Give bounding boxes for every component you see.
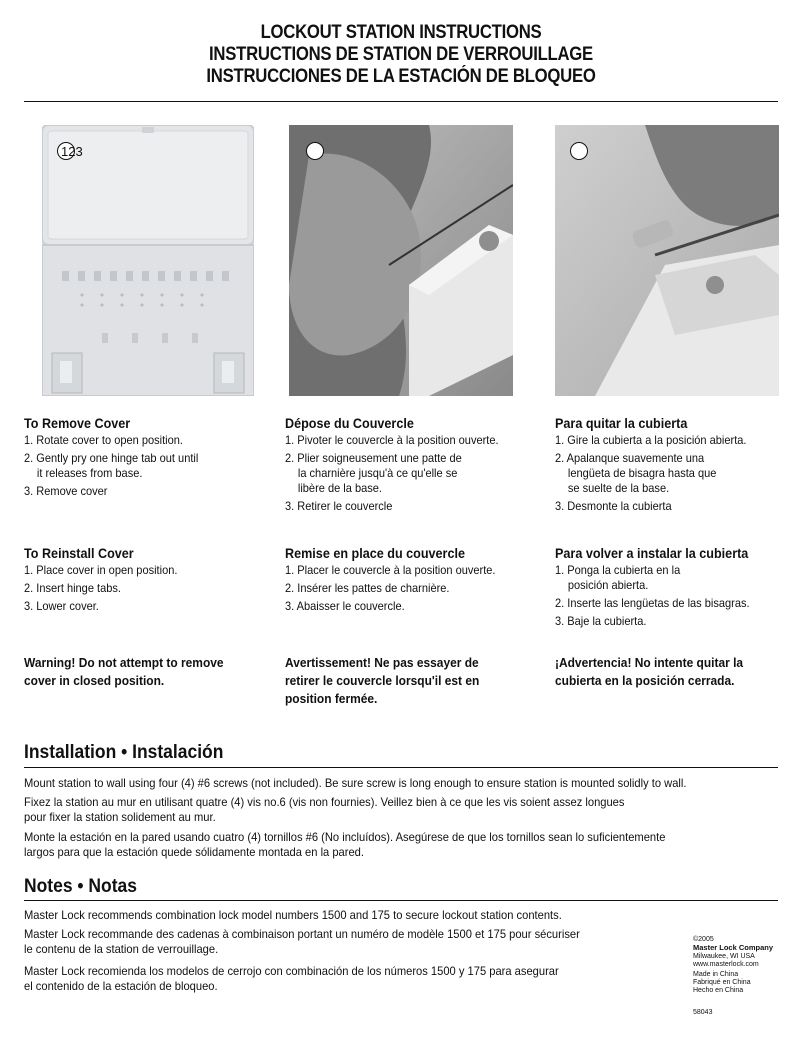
reinstall-step-en: 3. Lower cover. <box>24 599 99 613</box>
notes-rule <box>24 900 778 901</box>
column-french <box>285 414 535 517</box>
remove-step-fr: 3. Retirer le couvercle <box>285 499 393 513</box>
remove-step-es: 3. Desmonte la cubierta <box>555 499 672 513</box>
reinstall-english <box>24 544 274 617</box>
figure-1-station <box>42 125 254 396</box>
remove-step-en: 1. Rotate cover to open position. <box>24 433 183 447</box>
notes-fr: Master Lock recommande des cadenas à combinaison portant un numéro de modèle 1500 et 175 pour sécuriser le contenu de la station de verrouillage. <box>24 927 580 956</box>
reinstall-spanish <box>555 544 802 632</box>
installation-heading: Installation • Instalación <box>24 742 224 763</box>
reinstall-step-en: 2. Insert hinge tabs. <box>24 581 121 595</box>
installation-fr: Fixez la station au mur en utilisant quatre (4) vis no.6 (vis non fournies). Veillez bien à ce que les vis soient assez longues pour fixer la station solidement au mur. <box>24 795 625 824</box>
title-rule <box>24 101 778 102</box>
reinstall-heading-es: Para volver a instalar la cubierta <box>555 545 749 561</box>
reinstall-step-fr: 3. Abaisser le couvercle. <box>285 599 405 613</box>
made-in-fr: Fabriqué en China <box>693 979 751 986</box>
remove-step-en: 2. Gently pry one hinge tab out until it releases from base. <box>24 451 199 480</box>
reinstall-french <box>285 544 535 617</box>
warning-fr: Avertissement! Ne pas essayer de retirer le couvercle lorsqu'il est en position fermée. <box>285 655 480 706</box>
title-english: LOCKOUT STATION INSTRUCTIONS <box>260 22 542 43</box>
reinstall-step-es: 1. Ponga la cubierta en la posición abierta. <box>555 563 681 592</box>
reinstall-step-fr: 1. Placer le couvercle à la position ouverte. <box>285 563 496 577</box>
remove-step-en: 3. Remove cover <box>24 484 108 498</box>
document-title <box>0 22 802 88</box>
figure-2-pry-hinge <box>289 125 513 396</box>
remove-heading-es: Para quitar la cubierta <box>555 415 688 431</box>
warning-es: ¡Advertencia! No intente quitar la cubierta en la posición cerrada. <box>555 655 744 688</box>
reinstall-heading-fr: Remise en place du couvercle <box>285 545 465 561</box>
installation-rule <box>24 767 778 768</box>
figure-3-screwdriver <box>555 125 779 396</box>
copyright: ©2005 <box>693 936 714 943</box>
remove-step-es: 1. Gire la cubierta a la posición abierta. <box>555 433 747 447</box>
remove-heading-en: To Remove Cover <box>24 415 131 431</box>
remove-heading-fr: Dépose du Couvercle <box>285 415 414 431</box>
reinstall-step-es: 2. Inserte las lengüetas de las bisagras. <box>555 596 750 610</box>
step-circle-3 <box>570 142 588 160</box>
company-city: Milwaukee, WI USA <box>693 953 755 960</box>
notes-en: Master Lock recommends combination lock model numbers 1500 and 175 to secure lockout station contents. <box>24 908 562 922</box>
reinstall-step-fr: 2. Insérer les pattes de charnière. <box>285 581 450 595</box>
step-circle-2 <box>306 142 324 160</box>
remove-step-fr: 2. Plier soigneusement une patte de la charnière jusqu'à ce qu'elle se libère de la base. <box>285 451 462 495</box>
made-in-en: Made in China <box>693 971 739 978</box>
company-name: Master Lock Company <box>693 943 774 952</box>
figure-1-label: 123 <box>61 144 83 159</box>
installation-es: Monte la estación en la pared usando cuatro (4) tornillos #6 (No incluídos). Asegúrese de que los tornillos sean lo suficientemente largos para que la estación quede sólidamente montada en la pared. <box>24 830 666 859</box>
remove-step-es: 2. Apalanque suavemente una lengüeta de bisagra hasta que se suelte de la base. <box>555 451 717 495</box>
part-number: 58043 <box>693 1009 713 1016</box>
company-footer <box>693 936 773 1017</box>
made-in-es: Hecho en China <box>693 987 744 994</box>
reinstall-step-en: 1. Place cover in open position. <box>24 563 178 577</box>
company-web: www.masterlock.com <box>693 961 759 968</box>
installation-en: Mount station to wall using four (4) #6 screws (not included). Be sure screw is long enough to ensure station is mounted solidly to wall. <box>24 776 687 790</box>
column-english <box>24 414 274 502</box>
title-spanish: INSTRUCCIONES DE LA ESTACIÓN DE BLOQUEO <box>206 66 596 87</box>
column-spanish <box>555 414 802 517</box>
remove-step-fr: 1. Pivoter le couvercle à la position ouverte. <box>285 433 499 447</box>
warning-en: Warning! Do not attempt to remove cover in closed position. <box>24 655 224 688</box>
notes-heading: Notes • Notas <box>24 876 137 897</box>
title-french: INSTRUCTIONS DE STATION DE VERROUILLAGE <box>209 44 593 65</box>
notes-es: Master Lock recomienda los modelos de cerrojo con combinación de los números 1500 y 175 para asegurar el contenido de la estación de bloqueo. <box>24 964 559 993</box>
reinstall-heading-en: To Reinstall Cover <box>24 545 134 561</box>
reinstall-step-es: 3. Baje la cubierta. <box>555 614 647 628</box>
